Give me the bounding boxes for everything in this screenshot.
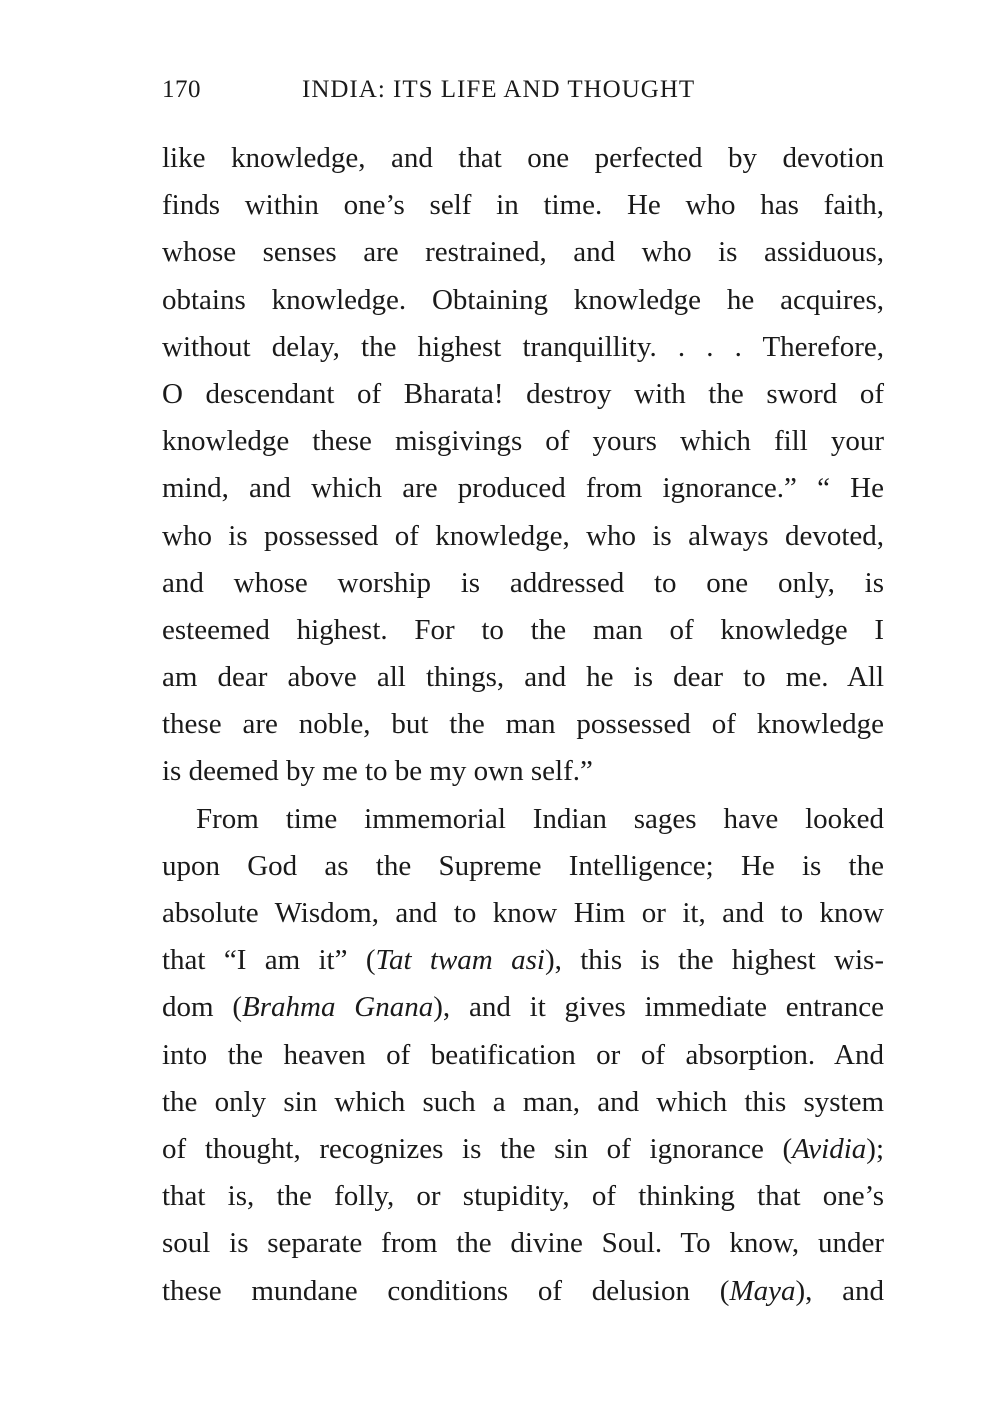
text-line: is deemed by me to be my own self.” [162,755,593,788]
text-segment: of thought, recognizes is the sin of ignorance ( [162,1132,793,1165]
paragraph-1 [162,135,884,796]
text-line: like knowledge, and that one perfected by devotion [162,142,884,174]
text-segment: ); [866,1132,884,1165]
italic-term: Brahma Gnana [242,991,434,1024]
italic-term: Maya [729,1274,796,1307]
text-line: without delay, the highest tranquillity. . . . Therefore, [162,330,884,363]
text-line: From time immemorial Indian sages have looked [196,802,884,835]
running-title: INDIA: ITS LIFE AND THOUGHT [302,76,696,103]
text-line [162,984,884,1031]
text-line: these are noble, but the man possessed of knowledge [162,708,884,741]
running-head [162,76,884,110]
text-line: who is possessed of knowledge, who is always devoted, [162,519,884,552]
text-segment: these mundane conditions of delusion ( [162,1274,730,1307]
text-segment: that “I am it” ( [162,944,376,977]
text-segment: ), this is the highest wis- [544,944,884,977]
text-line: into the heaven of beatification or of absorption. And [162,1038,884,1071]
paragraph-2 [162,796,884,1315]
text-line [162,1126,884,1173]
text-line: obtains knowledge. Obtaining knowledge he acquires, [162,283,884,316]
text-line: whose senses are restrained, and who is assiduous, [162,236,884,269]
page-number: 170 [162,76,201,103]
text-segment: ), and [795,1274,884,1307]
text-line: and whose worship is addressed to one only, is [162,566,884,599]
text-line: knowledge these misgivings of yours which fill your [162,425,884,458]
text-line [162,937,884,984]
text-line [162,1268,884,1315]
body-text [162,135,884,1315]
text-segment: dom ( [162,991,243,1024]
text-line: am dear above all things, and he is dear to me. All [162,661,884,694]
text-line: soul is separate from the divine Soul. To know, under [162,1227,884,1260]
text-segment: ), and it gives immediate entrance [433,991,884,1024]
text-line: absolute Wisdom, and to know Him or it, and to know [162,897,884,929]
text-line: upon God as the Supreme Intelligence; He is the [162,849,884,882]
italic-term: Tat twam asi [375,944,545,977]
text-line: the only sin which such a man, and which this system [162,1085,884,1118]
text-line: esteemed highest. For to the man of knowledge I [162,613,884,646]
text-line: finds within one’s self in time. He who has faith, [162,189,884,222]
text-line: mind, and which are produced from ignorance.” “ He [162,472,884,505]
text-line: O descendant of Bharata! destroy with the sword of [162,377,884,410]
italic-term: Avidia [792,1132,867,1165]
text-line: that is, the folly, or stupidity, of thinking that one’s [162,1180,884,1213]
